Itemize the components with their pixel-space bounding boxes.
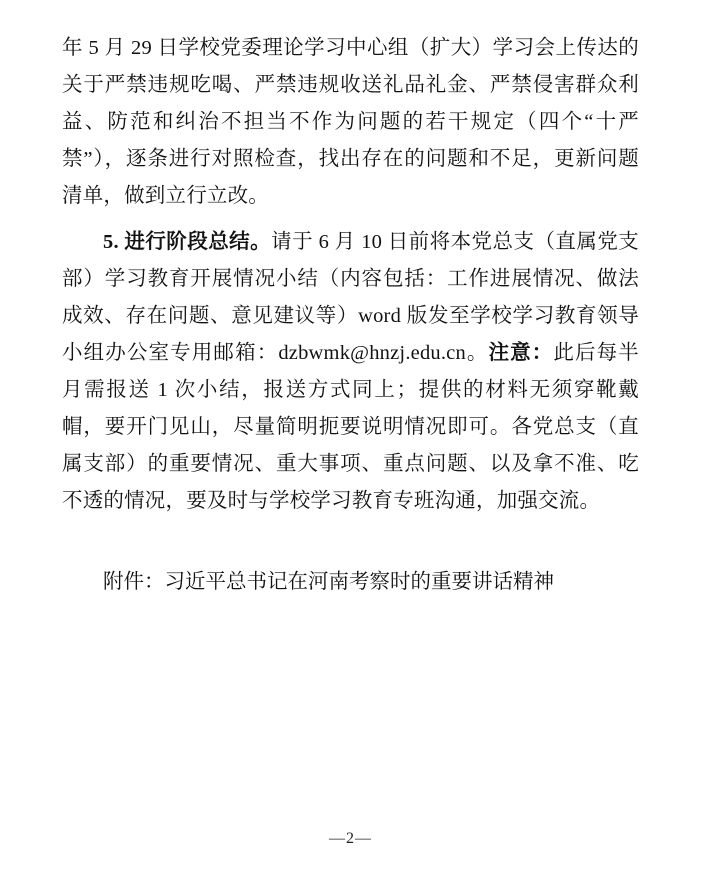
paragraph-continuation <box>62 30 639 215</box>
notice-label: 注意： <box>488 342 554 364</box>
item-5-body-1: 请于 6 月 10 日前将本党总支（直属党支部）学习教育开展情况小结（内容包括：工作进展情况、做法成效、存在问题、意见建议等）word 版发至学校学习教育领导小组办公室专用邮箱： <box>62 231 639 364</box>
contact-email: dzbwmk@hnzj.edu.cn <box>278 342 466 364</box>
attachment-label: 附件： <box>103 571 165 593</box>
item-5-punct: 。 <box>465 342 489 364</box>
item-5-heading: 5. 进行阶段总结。 <box>103 231 272 253</box>
attachment-line <box>62 564 639 601</box>
paragraph-item-5 <box>62 224 639 520</box>
page-number-footer: —2— <box>329 830 372 847</box>
attachment-title: 习近平总书记在河南考察时的重要讲话精神 <box>164 571 554 593</box>
paragraph-text: 年 5 月 29 日学校党委理论学习中心组（扩大）学习会上传达的关于严禁违规吃喝、严禁违规收送礼品礼金、严禁侵害群众利益、防范和纠治不担当不作为问题的若干规定（四个“十严禁”），逐条进行对照检查，找出存在的问题和不足，更新问题清单，做到立行立改。 <box>62 37 639 207</box>
item-5-body-2: 此后每半月需报送 1 次小结，报送方式同上；提供的材料无须穿靴戴帽，要开门见山，尽量简明扼要说明情况即可。各党总支（直属支部）的重要情况、重大事项、重点问题、以及拿不准、吃不透的情况，要及时与学校学习教育专班沟通，加强交流。 <box>62 342 640 512</box>
